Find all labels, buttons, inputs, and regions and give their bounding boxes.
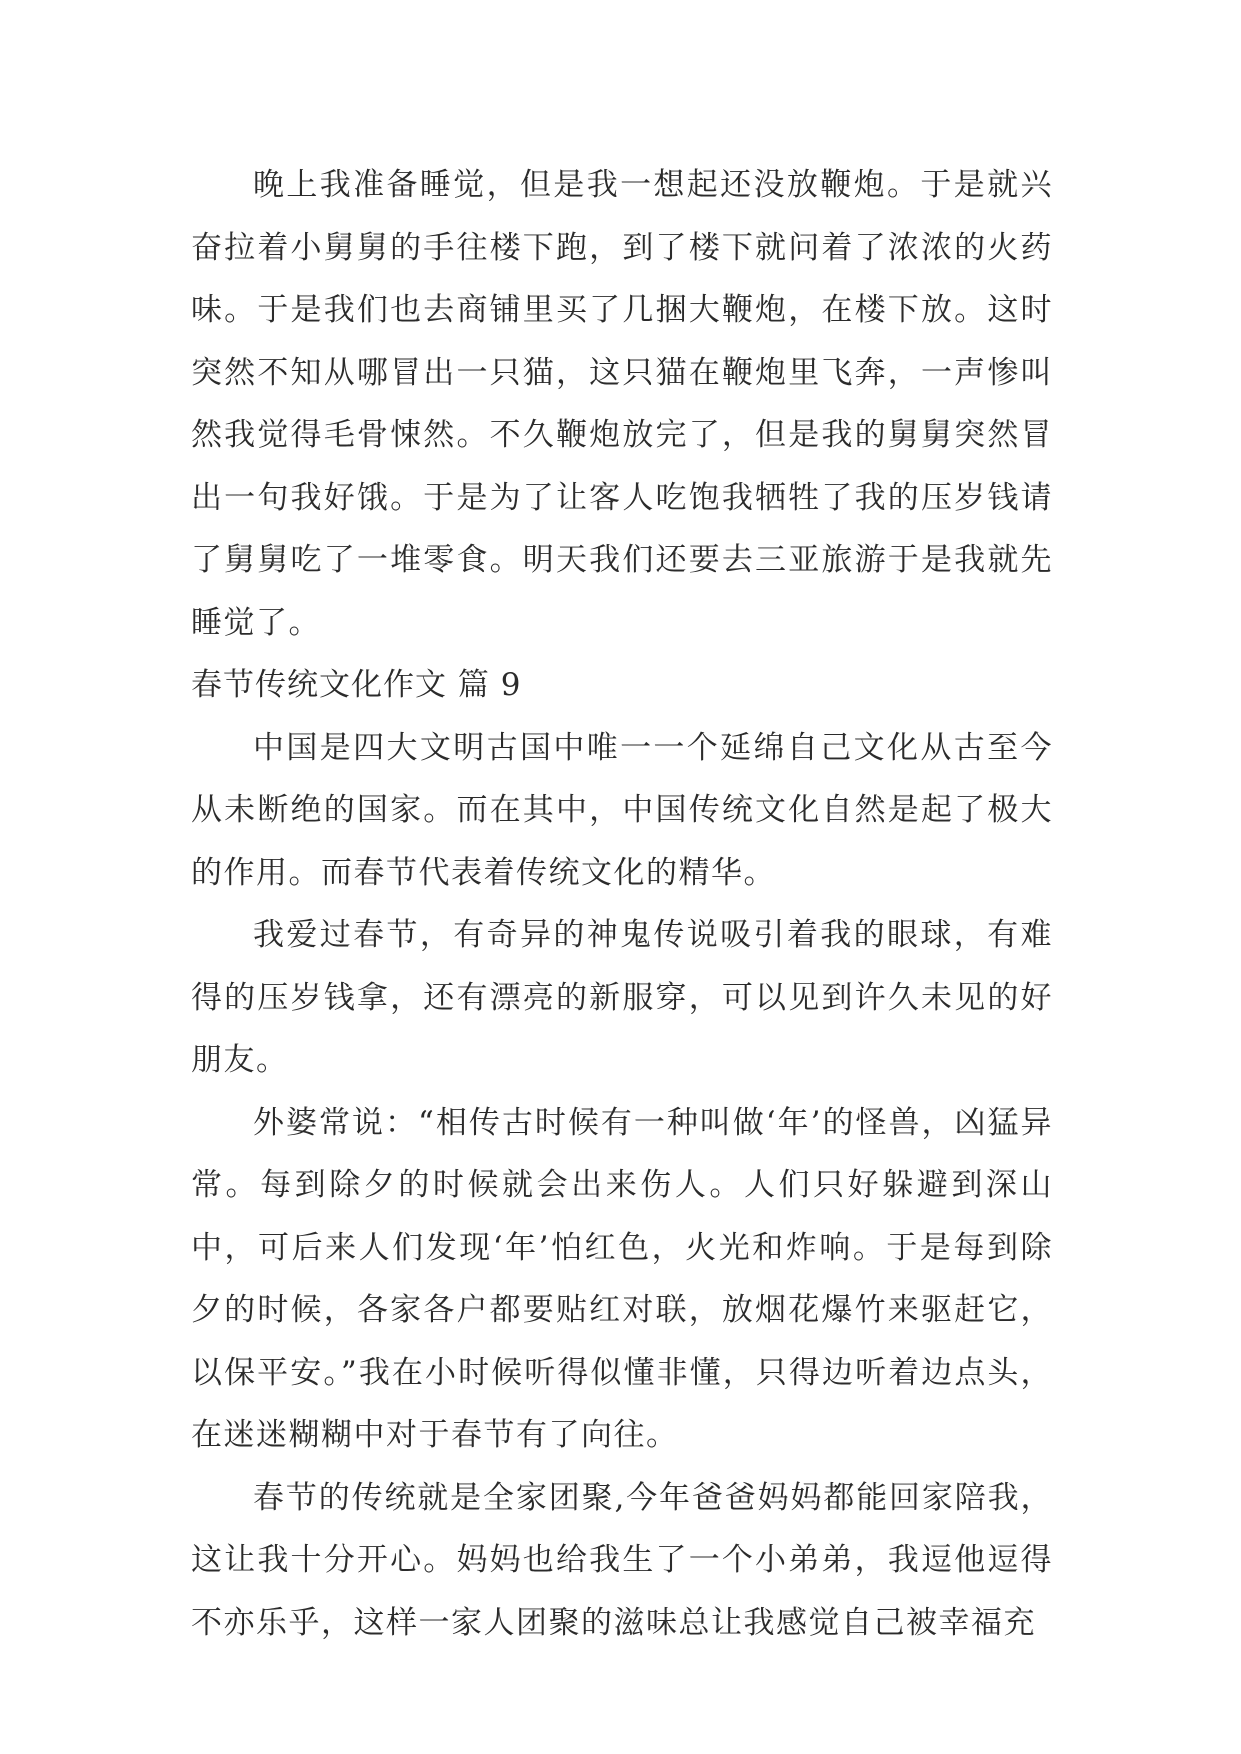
paragraph-nian-legend: 外婆常说：“相传古时候有一种叫做‘年’的怪兽，凶猛异常。每到除夕的时候就会出来伤人。人们只好躲避到深山中，可后来人们发现‘年’怕红色，火光和炸响。于是每到除夕的时候，各家各户都要贴红对联，放烟花爆竹来驱赶它，以保平安。”我在小时候听得似懂非懂，只得边听着边点头，在迷迷糊糊中对于春节有了向往。 <box>191 1104 1053 1453</box>
paragraph-chinese-culture: 中国是四大文明古国中唯一一个延绵自己文化从古至今从未断绝的国家。而在其中，中国传统文化自然是起了极大的作用。而春节代表着传统文化的精华。 <box>191 729 1053 891</box>
document-body <box>191 154 1053 1654</box>
section-heading: 春节传统文化作文 篇 9 <box>191 667 522 703</box>
paragraph-family-reunion: 春节的传统就是全家团聚,今年爸爸妈妈都能回家陪我，这让我十分开心。妈妈也给我生了一个小弟弟，我逗他逗得不亦乐乎，这样一家人团聚的滋味总让我感觉自己被幸福充 <box>191 1479 1053 1641</box>
paragraph-night-firecrackers: 晚上我准备睡觉，但是我一想起还没放鞭炮。于是就兴奋拉着小舅舅的手往楼下跑，到了楼下就问着了浓浓的火药味。于是我们也去商铺里买了几捆大鞭炮，在楼下放。这时突然不知从哪冒出一只猫，这只猫在鞭炮里飞奔，一声惨叫然我觉得毛骨悚然。不久鞭炮放完了，但是我的舅舅突然冒出一句我好饿。于是为了让客人吃饱我牺牲了我的压岁钱请了舅舅吃了一堆零食。明天我们还要去三亚旅游于是我就先睡觉了。 <box>191 167 1053 641</box>
paragraph-love-spring-festival: 我爱过春节，有奇异的神鬼传说吸引着我的眼球，有难得的压岁钱拿，还有漂亮的新服穿，可以见到许久未见的好朋友。 <box>191 917 1053 1078</box>
